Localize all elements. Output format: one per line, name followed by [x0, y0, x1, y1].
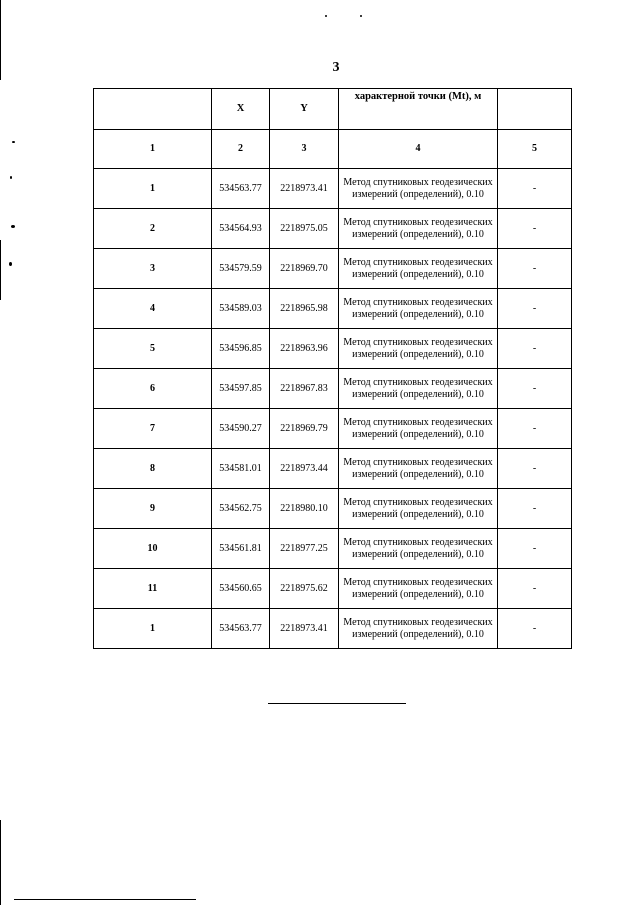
note-cell: -: [498, 489, 572, 529]
header-cell-point: [94, 89, 212, 130]
y-coordinate-cell: 2218965.98: [270, 289, 339, 329]
header-cell-y: Y: [270, 89, 339, 130]
page-number: 3: [332, 60, 340, 75]
point-number-cell: 10: [94, 529, 212, 569]
column-number: 2: [212, 130, 270, 169]
note-cell: -: [498, 369, 572, 409]
scan-speck: [11, 225, 15, 228]
table-row: [94, 489, 572, 529]
header-cell-x: X: [212, 89, 270, 130]
point-number-cell: 7: [94, 409, 212, 449]
margin-line: [0, 820, 1, 905]
table-row: [94, 329, 572, 369]
x-coordinate-cell: 534561.81: [212, 529, 270, 569]
column-number: 3: [270, 130, 339, 169]
note-cell: -: [498, 209, 572, 249]
method-cell: Метод спутниковых геодезических измерений (определений), 0.10: [339, 169, 498, 209]
point-number-cell: 4: [94, 289, 212, 329]
method-cell: Метод спутниковых геодезических измерений (определений), 0.10: [339, 289, 498, 329]
y-coordinate-cell: 2218973.44: [270, 449, 339, 489]
method-cell: Метод спутниковых геодезических измерений (определений), 0.10: [339, 449, 498, 489]
bottom-rule: [14, 899, 196, 900]
x-coordinate-cell: 534581.01: [212, 449, 270, 489]
point-number-cell: 1: [94, 609, 212, 649]
point-number-cell: 6: [94, 369, 212, 409]
point-number-cell: 3: [94, 249, 212, 289]
table-row: [94, 569, 572, 609]
column-number-row: [94, 130, 572, 169]
column-number: 1: [94, 130, 212, 169]
table-row: [94, 529, 572, 569]
note-cell: -: [498, 249, 572, 289]
x-coordinate-cell: 534589.03: [212, 289, 270, 329]
table-row: [94, 289, 572, 329]
x-coordinate-cell: 534562.75: [212, 489, 270, 529]
x-coordinate-cell: 534563.77: [212, 609, 270, 649]
point-number-cell: 11: [94, 569, 212, 609]
note-cell: -: [498, 569, 572, 609]
table-row: [94, 449, 572, 489]
point-number-cell: 1: [94, 169, 212, 209]
column-number: 4: [339, 130, 498, 169]
x-coordinate-cell: 534590.27: [212, 409, 270, 449]
note-cell: -: [498, 329, 572, 369]
y-coordinate-cell: 2218967.83: [270, 369, 339, 409]
scan-speck: [10, 176, 12, 179]
header-cell-accuracy: характерной точки (Mt), м: [339, 89, 498, 130]
coordinates-table: [93, 88, 572, 649]
x-coordinate-cell: 534560.65: [212, 569, 270, 609]
table-row: [94, 169, 572, 209]
y-coordinate-cell: 2218975.05: [270, 209, 339, 249]
y-coordinate-cell: 2218969.79: [270, 409, 339, 449]
method-cell: Метод спутниковых геодезических измерений (определений), 0.10: [339, 609, 498, 649]
scan-speck: [360, 15, 362, 17]
table-row: [94, 209, 572, 249]
y-coordinate-cell: 2218969.70: [270, 249, 339, 289]
method-cell: Метод спутниковых геодезических измерений (определений), 0.10: [339, 369, 498, 409]
table-row: [94, 369, 572, 409]
x-coordinate-cell: 534596.85: [212, 329, 270, 369]
method-cell: Метод спутниковых геодезических измерений (определений), 0.10: [339, 249, 498, 289]
y-coordinate-cell: 2218975.62: [270, 569, 339, 609]
footer-rule: [268, 703, 406, 704]
header-cell-note: [498, 89, 572, 130]
table-row: [94, 249, 572, 289]
method-cell: Метод спутниковых геодезических измерений (определений), 0.10: [339, 329, 498, 369]
scan-speck: [12, 141, 15, 143]
scan-speck: [325, 15, 327, 17]
method-cell: Метод спутниковых геодезических измерений (определений), 0.10: [339, 569, 498, 609]
note-cell: -: [498, 449, 572, 489]
scan-speck: [9, 262, 12, 266]
x-coordinate-cell: 534597.85: [212, 369, 270, 409]
y-coordinate-cell: 2218973.41: [270, 609, 339, 649]
point-number-cell: 5: [94, 329, 212, 369]
y-coordinate-cell: 2218963.96: [270, 329, 339, 369]
table-header-row: [94, 89, 572, 130]
y-coordinate-cell: 2218973.41: [270, 169, 339, 209]
x-coordinate-cell: 534564.93: [212, 209, 270, 249]
note-cell: -: [498, 529, 572, 569]
point-number-cell: 2: [94, 209, 212, 249]
note-cell: -: [498, 609, 572, 649]
point-number-cell: 9: [94, 489, 212, 529]
method-cell: Метод спутниковых геодезических измерений (определений), 0.10: [339, 489, 498, 529]
note-cell: -: [498, 409, 572, 449]
x-coordinate-cell: 534563.77: [212, 169, 270, 209]
column-number: 5: [498, 130, 572, 169]
method-cell: Метод спутниковых геодезических измерений (определений), 0.10: [339, 529, 498, 569]
point-number-cell: 8: [94, 449, 212, 489]
table-row: [94, 409, 572, 449]
margin-line: [0, 240, 1, 300]
note-cell: -: [498, 289, 572, 329]
y-coordinate-cell: 2218977.25: [270, 529, 339, 569]
method-cell: Метод спутниковых геодезических измерений (определений), 0.10: [339, 409, 498, 449]
table-row: [94, 609, 572, 649]
margin-line: [0, 0, 1, 80]
note-cell: -: [498, 169, 572, 209]
method-cell: Метод спутниковых геодезических измерений (определений), 0.10: [339, 209, 498, 249]
x-coordinate-cell: 534579.59: [212, 249, 270, 289]
y-coordinate-cell: 2218980.10: [270, 489, 339, 529]
